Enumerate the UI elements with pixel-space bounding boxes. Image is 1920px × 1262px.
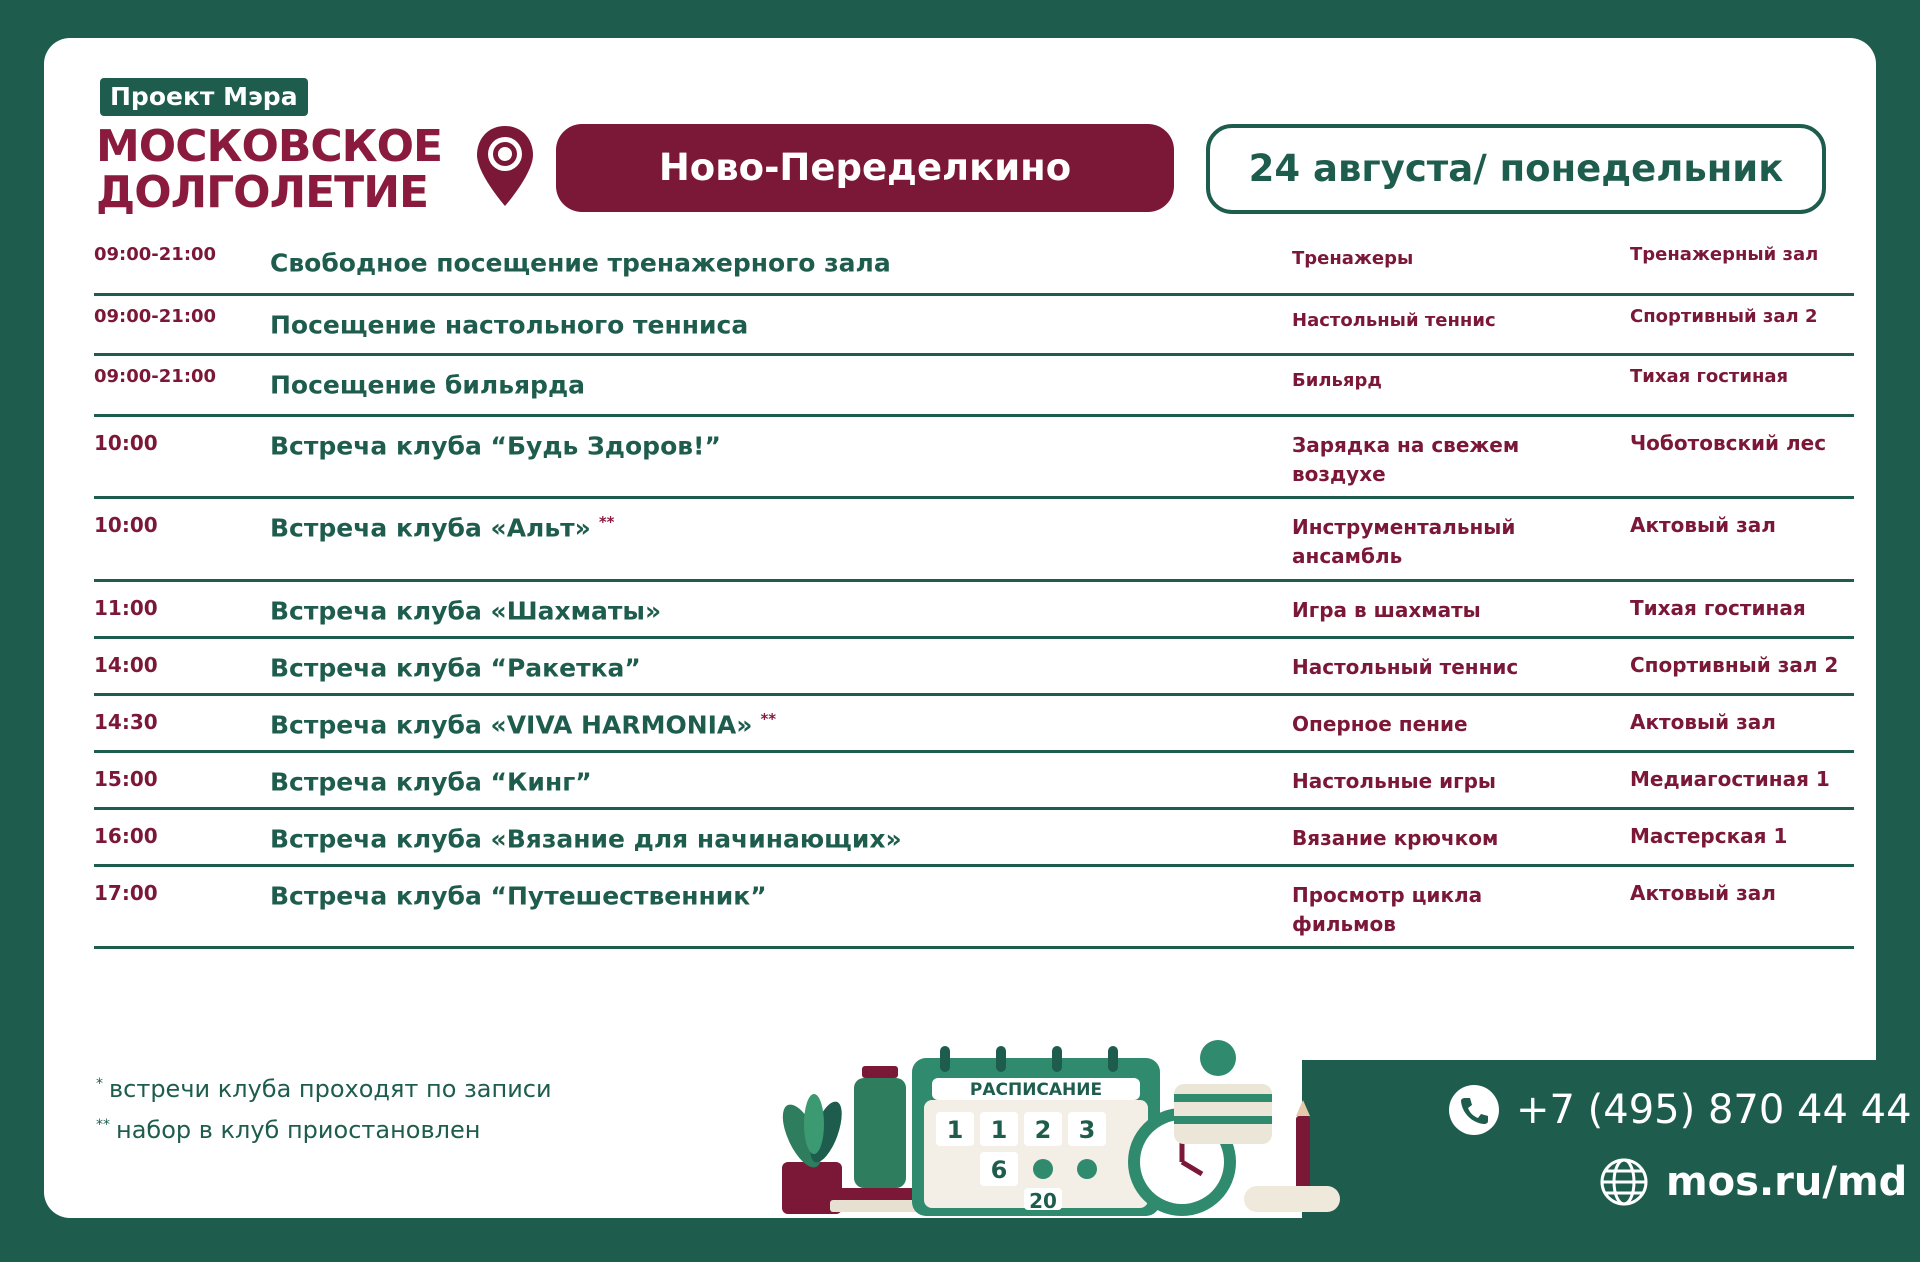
row-place: Спортивный зал 2 [1630, 306, 1818, 327]
row-time: 09:00-21:00 [94, 306, 217, 327]
brand-line-1: МОСКОВСКОЕ [96, 121, 443, 172]
globe-icon [1598, 1156, 1650, 1208]
row-time: 14:30 [94, 710, 158, 734]
row-activity: Игра в шахматы [1292, 598, 1481, 622]
location-pin-icon [474, 124, 536, 208]
svg-text:3: 3 [1078, 1116, 1096, 1144]
row-time: 17:00 [94, 881, 158, 905]
row-activity: Инструментальный ансамбль [1292, 515, 1516, 568]
row-event: Встреча клуба «Вязание для начинающих» [270, 824, 902, 854]
row-activity: Просмотр цикла фильмов [1292, 883, 1483, 936]
svg-text:6: 6 [990, 1156, 1008, 1184]
phone-icon [1448, 1084, 1500, 1136]
footnote-2: ** набор в клуб приостановлен [96, 1116, 481, 1144]
schedule-row [94, 499, 1854, 582]
row-event: Встреча клуба «Шахматы» [270, 596, 662, 626]
row-event: Встреча клуба “Ракетка” [270, 653, 641, 683]
calendar-label: РАСПИСАНИЕ [969, 1080, 1103, 1100]
website-contact[interactable] [1598, 1152, 1907, 1212]
row-event: Встреча клуба “Кинг” [270, 767, 592, 797]
row-event: Встреча клуба “Путешественник” [270, 881, 767, 911]
row-event: Свободное посещение тренажерного зала [270, 248, 891, 278]
svg-text:2: 2 [1034, 1116, 1052, 1144]
phone-number: +7 (495) 870 44 44 [1516, 1087, 1912, 1133]
row-activity: Зарядка на свежем воздухе [1292, 433, 1520, 486]
svg-text:20: 20 [1029, 1189, 1057, 1213]
row-place: Медиагостиная 1 [1630, 767, 1830, 791]
schedule-calendar-illustration [704, 966, 1344, 1218]
schedule-table [94, 234, 1854, 949]
schedule-row [94, 696, 1854, 753]
schedule-row [94, 639, 1854, 696]
row-place: Актовый зал [1630, 710, 1776, 734]
row-event: Встреча клуба «VIVA HARMONIA» ** [270, 710, 777, 740]
footnotes [96, 1066, 552, 1148]
date-label: 24 августа/ понедельник [1206, 124, 1826, 214]
row-event: Посещение бильярда [270, 370, 586, 400]
schedule-row [94, 296, 1854, 356]
row-time: 11:00 [94, 596, 158, 620]
row-activity: Настольные игры [1292, 769, 1497, 793]
row-time: 16:00 [94, 824, 158, 848]
schedule-row [94, 867, 1854, 949]
svg-text:1: 1 [990, 1116, 1008, 1144]
website-url: mos.ru/md [1666, 1159, 1908, 1205]
schedule-row [94, 356, 1854, 417]
row-place: Тихая гостиная [1630, 366, 1789, 387]
row-activity: Настольный теннис [1292, 655, 1519, 679]
row-place: Тихая гостиная [1630, 596, 1806, 620]
row-place: Актовый зал [1630, 513, 1776, 537]
schedule-row [94, 753, 1854, 810]
schedule-row [94, 417, 1854, 499]
district-label: Ново-Переделкино [556, 124, 1174, 212]
brand-line-2: ДОЛГОЛЕТИЕ [96, 167, 429, 218]
brand-logo-text [96, 121, 443, 218]
schedule-row [94, 234, 1854, 296]
row-activity: Бильярд [1292, 370, 1382, 391]
schedule-row [94, 810, 1854, 867]
row-activity: Настольный теннис [1292, 310, 1496, 331]
row-event: Встреча клуба «Альт» ** [270, 513, 615, 543]
phone-contact[interactable] [1448, 1080, 1912, 1140]
row-time: 10:00 [94, 431, 158, 455]
row-time: 14:00 [94, 653, 158, 677]
row-place: Тренажерный зал [1630, 244, 1819, 265]
row-place: Чоботовский лес [1630, 431, 1827, 455]
schedule-card [44, 38, 1912, 1218]
mayor-project-badge: Проект Мэра [100, 78, 308, 116]
row-event: Встреча клуба “Будь Здоров!” [270, 431, 721, 461]
row-event: Посещение настольного тенниса [270, 310, 749, 340]
row-activity: Оперное пение [1292, 712, 1468, 736]
schedule-row [94, 582, 1854, 639]
row-activity: Тренажеры [1292, 248, 1414, 269]
row-time: 15:00 [94, 767, 158, 791]
row-time: 09:00-21:00 [94, 366, 217, 387]
row-place: Спортивный зал 2 [1630, 653, 1839, 677]
row-activity: Вязание крючком [1292, 826, 1499, 850]
svg-text:1: 1 [946, 1116, 964, 1144]
row-time: 10:00 [94, 513, 158, 537]
footnote-1: * встречи клуба проходят по записи [96, 1075, 552, 1103]
row-place: Актовый зал [1630, 881, 1776, 905]
row-place: Мастерская 1 [1630, 824, 1788, 848]
row-time: 09:00-21:00 [94, 244, 217, 265]
